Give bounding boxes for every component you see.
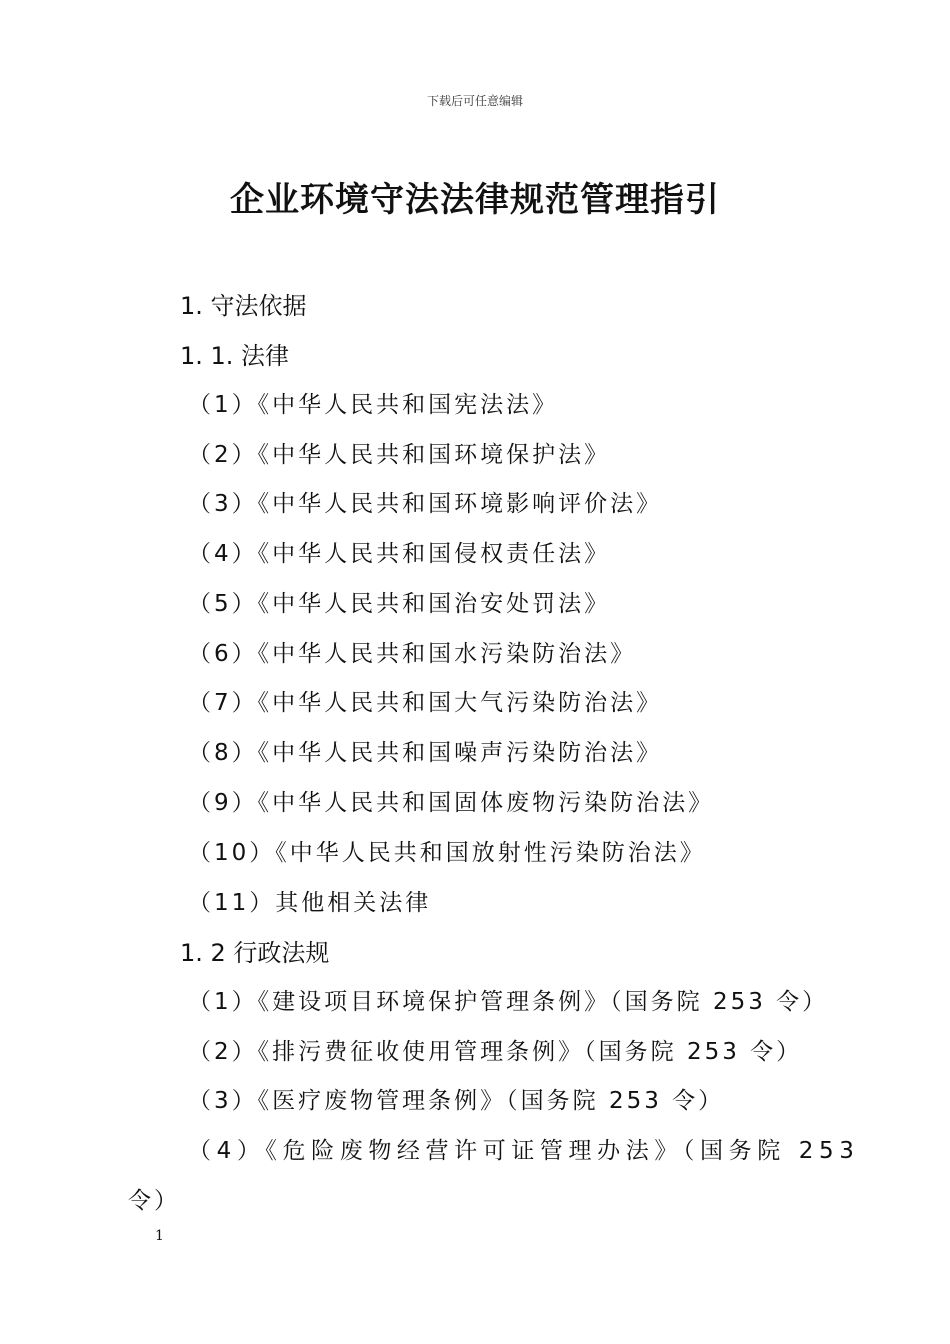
regulation-item-4-continuation: 令）	[128, 1188, 180, 1214]
page-number: 1	[155, 1228, 164, 1244]
law-item-1: （1）《中华人民共和国宪法法》	[188, 392, 559, 418]
section-heading-1: 1. 守法依据	[180, 292, 307, 320]
law-item-11: （11）其他相关法律	[188, 890, 432, 916]
regulation-item-1: （1）《建设项目环境保护管理条例》（国务院 253 令）	[188, 989, 829, 1015]
document-title: 企业环境守法法律规范管理指引	[230, 180, 720, 220]
law-item-10: （10）《中华人民共和国放射性污染防治法》	[188, 840, 706, 866]
law-item-4: （4）《中华人民共和国侵权责任法》	[188, 541, 611, 567]
law-item-2: （2）《中华人民共和国环境保护法》	[188, 442, 611, 468]
law-item-9: （9）《中华人民共和国固体废物污染防治法》	[188, 790, 715, 816]
regulation-item-4: （4）《危险废物经营许可证管理办法》（国务院 253	[188, 1138, 860, 1164]
section-heading-1-1: 1. 1. 法律	[180, 342, 290, 370]
law-item-6: （6）《中华人民共和国水污染防治法》	[188, 641, 637, 667]
header-note: 下载后可任意编辑	[426, 94, 523, 108]
law-item-7: （7）《中华人民共和国大气污染防治法》	[188, 690, 663, 716]
regulation-item-2: （2）《排污费征收使用管理条例》（国务院 253 令）	[188, 1039, 803, 1065]
section-heading-1-2: 1. 2 行政法规	[180, 939, 330, 967]
law-item-5: （5）《中华人民共和国治安处罚法》	[188, 591, 611, 617]
regulation-item-3: （3）《医疗废物管理条例》（国务院 253 令）	[188, 1088, 725, 1114]
law-item-8: （8）《中华人民共和国噪声污染防治法》	[188, 740, 663, 766]
law-item-3: （3）《中华人民共和国环境影响评价法》	[188, 491, 663, 517]
